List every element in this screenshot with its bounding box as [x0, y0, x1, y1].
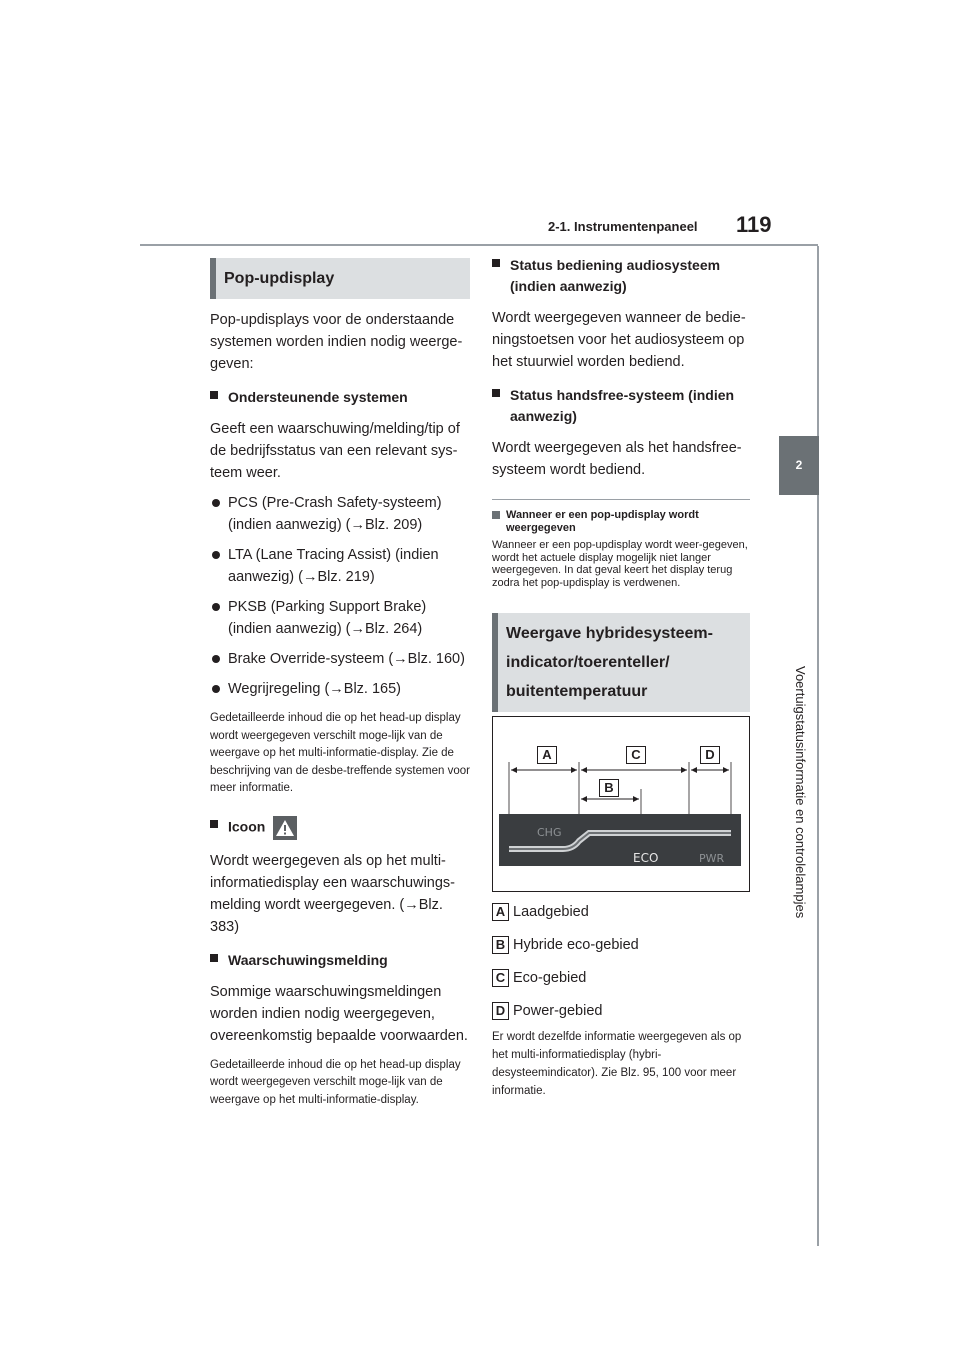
header-rule	[140, 244, 818, 246]
list-item	[210, 544, 470, 588]
hybrid-indicator-diagram	[493, 717, 749, 891]
gauge-label-pwr: PWR	[699, 852, 725, 865]
handsfree-text: Wordt weergegeven als het handsfree-systeem wordt bediend.	[492, 440, 742, 478]
hybrid-note: Er wordt dezelfde informatie weergegeven als op het multi-informatiedisplay (hybri-desysteemindicator). Zie Blz. 95, 100 voor meer informatie.	[492, 1031, 742, 1097]
legend-text: Hybride eco-gebied	[513, 937, 639, 953]
square-bullet-icon	[210, 820, 218, 828]
legend-key: B	[492, 936, 509, 954]
info-note-text: Wanneer er een pop-updisplay wordt weer-gegeven, wordt het actuele display mogelijk niet langer weergegeven. In dat geval keert het display terug zodra het pop-updisplay is verdwenen.	[492, 539, 748, 589]
legend-item	[492, 1001, 602, 1021]
bullet-dot-icon	[212, 603, 220, 611]
square-bullet-icon	[492, 511, 500, 519]
warning-heading-text: Waarschuwingsmelding	[228, 951, 388, 968]
note-divider	[492, 499, 750, 500]
audio-heading	[492, 255, 750, 297]
audio-text: Wordt weergegeven wanneer de bedie-ningstoetsen voor het audiosysteem op het stuurwiel worden bediend.	[492, 310, 746, 370]
hybrid-section-heading: Weergave hybridesysteem-indicator/toerenteller/ buitentemperatuur	[492, 613, 750, 712]
warning-text: Sommige waarschuwingsmeldingen worden indien nodig weergegeven, overeenkomstig bepaalde voorwaarden.	[210, 983, 468, 1044]
list-item	[210, 492, 470, 536]
audio-heading-text: Status bediening audiosysteem (indien aanwezig)	[510, 257, 721, 294]
icon-heading	[210, 816, 470, 840]
chapter-tab[interactable]: 2	[779, 436, 819, 495]
info-note-heading-text: Wanneer er een pop-updisplay wordt weergegeven	[506, 509, 699, 534]
legend-text: Laadgebied	[513, 904, 589, 920]
warning-note: Gedetailleerde inhoud die op het head-up display wordt weergegeven verschilt moge-lijk van de weergave op het multi-informatie-display.	[210, 1058, 461, 1106]
support-note: Gedetailleerde inhoud die op het head-up display wordt weergegeven verschilt moge-lijk van de weergave op het multi-informatie-display. Zie de beschrijving van de desbe-treffende systemen voor meer informatie.	[210, 712, 470, 794]
support-heading	[210, 387, 470, 408]
square-bullet-icon	[210, 954, 218, 962]
info-note-heading	[492, 509, 750, 535]
list-item	[210, 678, 470, 700]
bullet-dot-icon	[212, 685, 220, 693]
figure-label-a: A	[537, 746, 557, 764]
figure-label-d: D	[700, 746, 720, 764]
legend-key: D	[492, 1002, 509, 1020]
right-column	[492, 255, 750, 747]
hybrid-indicator-figure	[492, 716, 750, 892]
square-bullet-icon	[492, 259, 500, 267]
figure-label-c: C	[626, 746, 646, 764]
bullet-dot-icon	[212, 499, 220, 507]
legend-item	[492, 935, 639, 955]
warning-heading	[210, 950, 470, 971]
popup-section-heading: Pop-updisplay	[210, 258, 470, 299]
page-number: 119	[736, 212, 772, 237]
list-item	[210, 596, 470, 640]
square-bullet-icon	[210, 391, 218, 399]
legend-text: Power-gebied	[513, 1003, 603, 1019]
figure-label-b: B	[599, 779, 619, 797]
bullet-dot-icon	[212, 551, 220, 559]
icon-text: Wordt weergegeven als op het multi-informatiedisplay een waarschuwings-melding wordt weergegeven. (→Blz. 383)	[210, 852, 456, 935]
chapter-label: Voertuigstatusinformatie en controlelampjes	[793, 666, 808, 919]
legend-key: A	[492, 903, 509, 921]
list-item	[210, 648, 470, 670]
handsfree-heading	[492, 385, 750, 427]
list-item-text: LTA (Lane Tracing Assist) (indien aanwezig) (→Blz. 219)	[228, 547, 439, 585]
popup-intro: Pop-updisplays voor de onderstaande systemen worden indien nodig weerge-geven:	[210, 312, 463, 372]
list-item-text: PKSB (Parking Support Brake) (indien aanwezig) (→Blz. 264)	[228, 599, 427, 637]
support-heading-text: Ondersteunende systemen	[228, 389, 408, 405]
section-title: 2-1. Instrumentenpaneel	[548, 219, 698, 234]
side-rule	[817, 246, 819, 1246]
legend-text: Eco-gebied	[513, 970, 587, 986]
support-text: Geeft een waarschuwing/melding/tip of de bedrijfsstatus van een relevant sys-teem weer.	[210, 421, 460, 481]
gauge-label-eco: ECO	[633, 851, 659, 865]
square-bullet-icon	[492, 389, 500, 397]
legend-key: C	[492, 969, 509, 987]
legend-item	[492, 968, 586, 988]
icon-heading-text: Icoon	[228, 818, 266, 835]
bullet-dot-icon	[212, 655, 220, 663]
list-item-text: Wegrijregeling (→Blz. 165)	[228, 681, 401, 697]
list-item-text: Brake Override-systeem (→Blz. 160)	[228, 651, 465, 667]
warning-triangle-icon	[273, 816, 297, 840]
list-item-text: PCS (Pre-Crash Safety-systeem) (indien aanwezig) (→Blz. 209)	[228, 495, 442, 533]
gauge-label-chg: CHG	[537, 826, 562, 839]
legend-item	[492, 902, 589, 922]
handsfree-heading-text: Status handsfree-systeem (indien aanwezig)	[510, 387, 735, 424]
left-column	[210, 258, 470, 1109]
